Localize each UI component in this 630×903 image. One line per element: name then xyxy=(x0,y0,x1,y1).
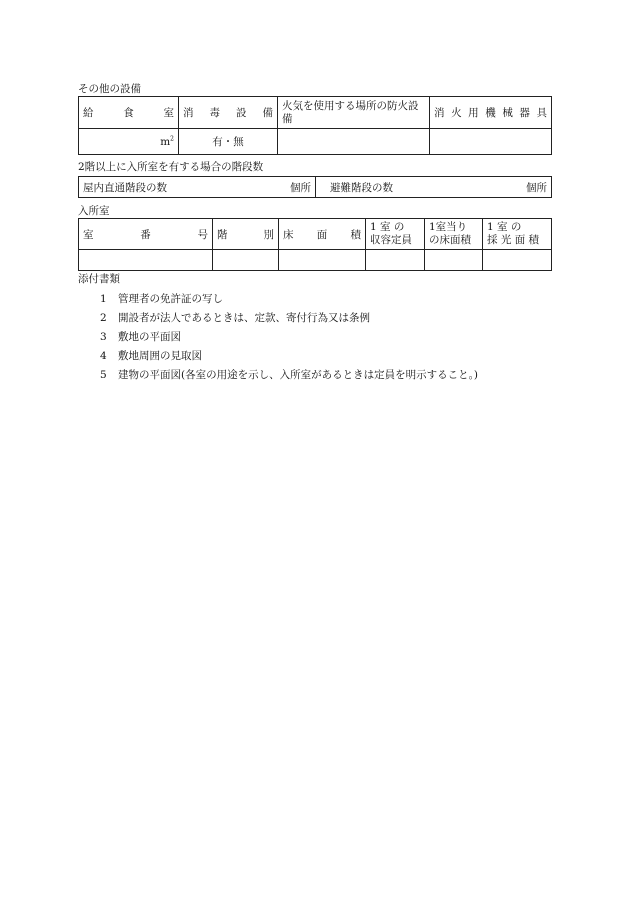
lighting-area-header: 1 室 の 採 光 面 積 xyxy=(483,219,552,250)
disinfection-header: 消 毒 設 備 xyxy=(179,97,278,129)
kitchen-header: 給 食 室 xyxy=(79,97,179,129)
fire-prevention-value-cell[interactable] xyxy=(278,129,430,155)
stairs-title: 2階以上に入所室を有する場合の階段数 xyxy=(78,161,264,173)
stairs-table xyxy=(78,176,552,198)
list-item: 5 建物の平面図(各室の用途を示し、入所室があるときは定員を明示すること。) xyxy=(100,369,478,381)
floor-area-header: 床 面 積 xyxy=(279,219,366,250)
attachments-title: 添付書類 xyxy=(78,273,120,285)
list-item: 1 管理者の免許証の写し xyxy=(100,293,223,305)
list-item: 2 開設者が法人であるときは、定款、寄付行為又は条例 xyxy=(100,312,370,324)
floor-header: 階 別 xyxy=(213,219,279,250)
floor-area-cell[interactable] xyxy=(279,250,366,271)
capacity-header: 1 室 の 収容定員 xyxy=(366,219,425,250)
disinfection-value-cell[interactable]: 有・無 xyxy=(179,129,278,155)
fire-prevention-header: 火気を使用する場所の防火設備 xyxy=(278,97,430,129)
rooms-table xyxy=(78,218,552,271)
per-room-area-cell[interactable] xyxy=(425,250,483,271)
rooms-title: 入所室 xyxy=(78,205,110,217)
table-row xyxy=(79,177,552,198)
other-equipment-title: その他の設備 xyxy=(78,83,141,95)
list-item: 3 敷地の平面図 xyxy=(100,331,181,343)
table-row xyxy=(79,250,552,271)
capacity-cell[interactable] xyxy=(366,250,425,271)
kitchen-area-cell[interactable]: $m^2$ xyxy=(79,129,179,155)
indoor-stairs-cell[interactable]: 屋内直通階段の数 個所 xyxy=(79,177,316,198)
list-item: 4 敷地周囲の見取図 xyxy=(100,350,202,362)
per-room-area-header: 1室当り の床面積 xyxy=(425,219,483,250)
table-header-row xyxy=(79,219,552,250)
evacuation-stairs-cell[interactable]: 避難階段の数 個所 xyxy=(316,177,552,198)
other-equipment-table xyxy=(78,96,552,155)
table-header-row xyxy=(79,97,552,129)
floor-cell[interactable] xyxy=(213,250,279,271)
fire-extinguisher-value-cell[interactable] xyxy=(430,129,552,155)
lighting-area-cell[interactable] xyxy=(483,250,552,271)
room-number-header: 室 番 号 xyxy=(79,219,213,250)
room-number-cell[interactable] xyxy=(79,250,213,271)
attachments-list xyxy=(100,290,478,385)
fire-extinguisher-header: 消 火 用 機 械 器 具 xyxy=(430,97,552,129)
table-row xyxy=(79,129,552,155)
